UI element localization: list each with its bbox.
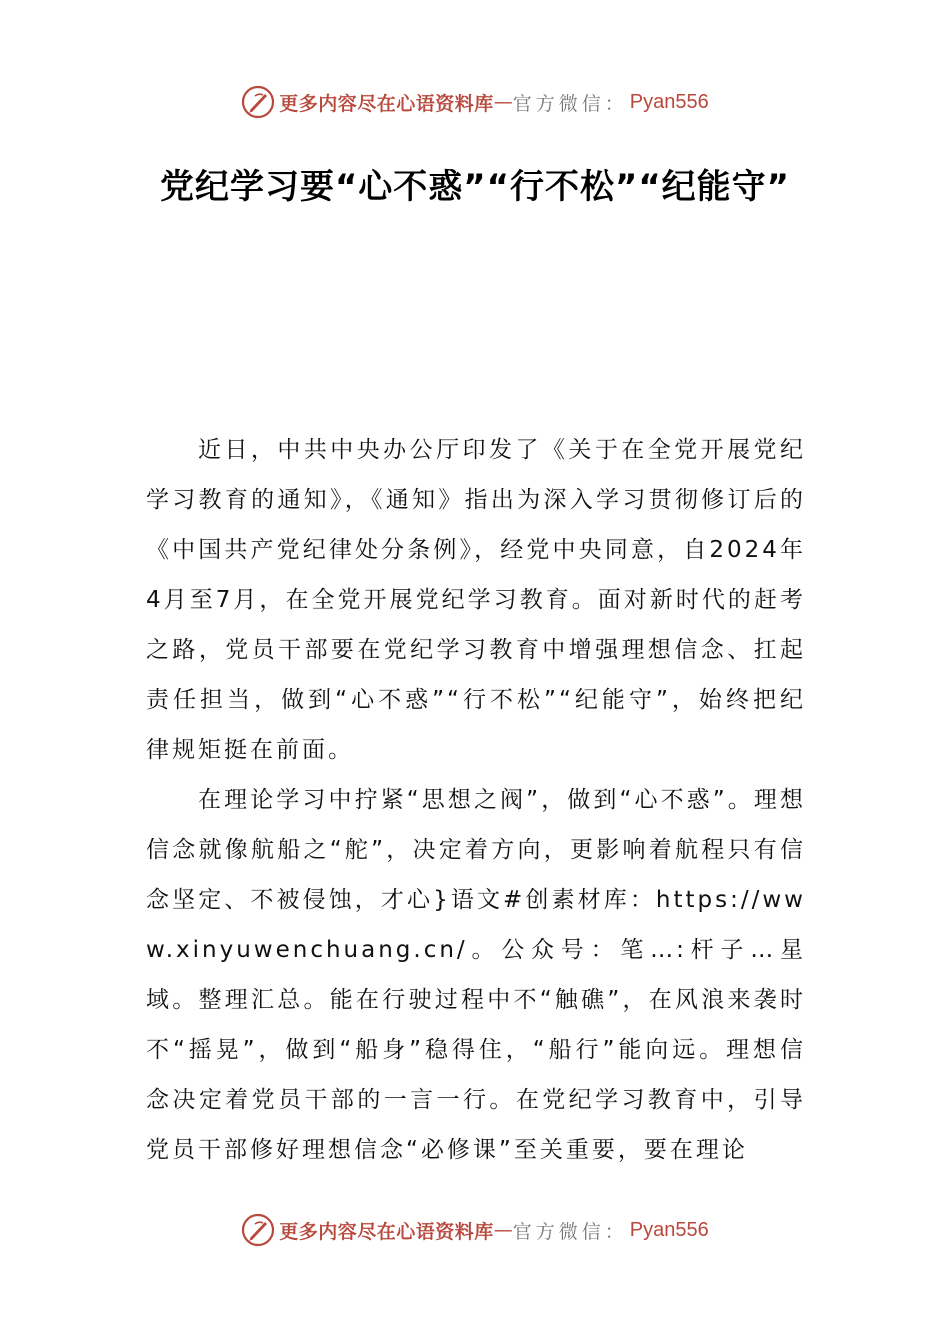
quill-pen-logo-icon [241,1213,275,1247]
banner-wechat-id: Pyan556 [629,90,709,113]
banner-official-label: 官方微信： [512,1220,628,1243]
body-paragraph: 在理论学习中拧紧“思想之阀”，做到“心不惑”。理想信念就像航船之“舵”，决定着方向，更影响着航程只有信念坚定、不被侵蚀，才心}语文#创素材库：https://www.xinyuwenchuang.cn/。公众号：笔…:杆子…星域。整理汇总。能在行驶过程中不“触礁”，在风浪来袭时不“摇晃”，做到“船身”稳得住，“船行”能向远。理想信念决定着党员干部的一言一行。在党纪学习教育中，引导党员干部修好理想信念“必修课”至关重要，要在理论 [146,787,806,1163]
footer-watermark-banner [0,1210,950,1250]
banner-official-label: 官方微信： [512,92,628,115]
banner-site-name: 更多内容尽在心语资料库 [279,92,494,115]
banner-dash: — [493,1219,513,1241]
banner-wechat-id: Pyan556 [629,1218,709,1241]
document-title: 党纪学习要“心不惑”“行不松”“纪能守” [159,167,791,207]
banner-site-name: 更多内容尽在心语资料库 [279,1220,494,1243]
quill-pen-logo-icon [241,85,275,119]
document-body [146,425,806,1175]
banner-dash: — [493,91,513,113]
body-paragraph: 近日，中共中央办公厅印发了《关于在全党开展党纪学习教育的通知》，《通知》指出为深入学习贯彻修订后的《中国共产党纪律处分条例》，经党中央同意，自2024年4月至7月，在全党开展党纪学习教育。面对新时代的赶考之路，党员干部要在党纪学习教育中增强理想信念、扛起责任担当，做到“心不惑”“行不松”“纪能守”，始终把纪律规矩挺在前面。 [146,437,806,763]
header-watermark-banner [0,82,950,122]
